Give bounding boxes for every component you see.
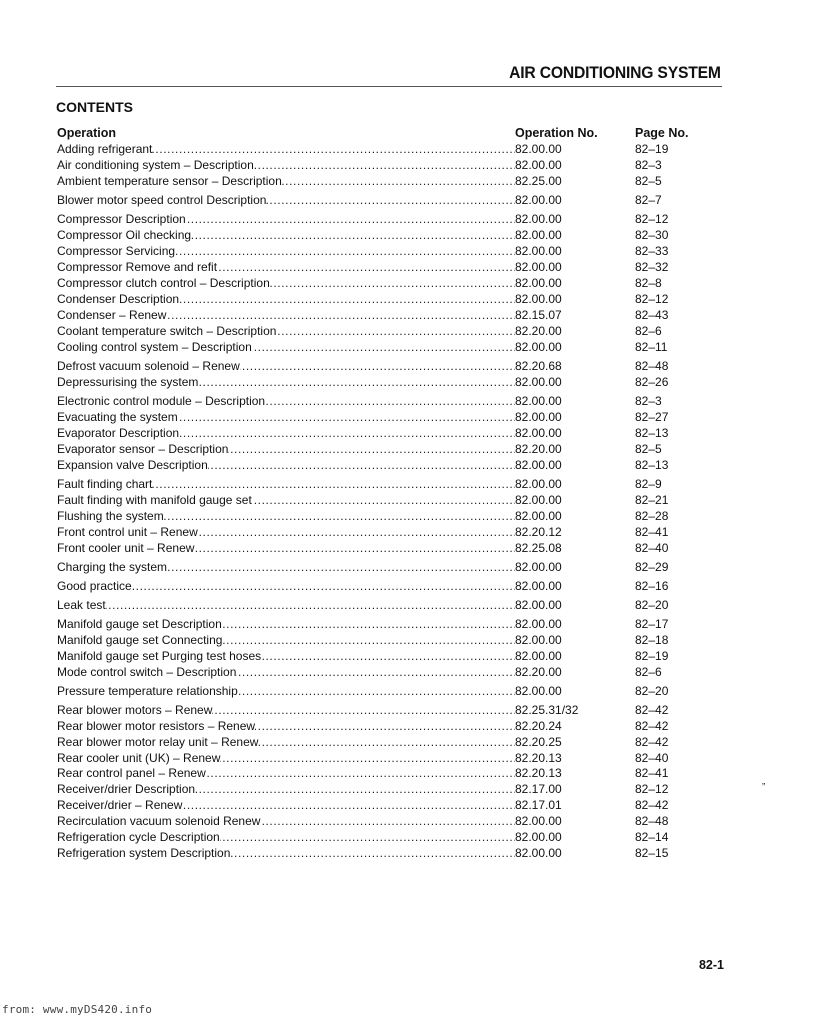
toc-entry-leader [57,735,515,750]
toc-entry-leader [57,493,515,508]
toc-page-no: 82–42 [635,703,669,717]
toc-operation-no: 82.20.00 [515,442,562,456]
toc-operation: Manifold gauge set Purging test hoses [57,649,262,663]
toc-operation-no: 82.00.00 [515,228,562,242]
toc-entry-leader [57,719,515,734]
speck-mark: ” [762,782,766,793]
toc-operation: Blower motor speed control Description [57,193,267,207]
toc-operation: Evaporator sensor – Description [57,442,229,456]
toc-operation-no: 82.20.25 [515,735,562,749]
toc-page-no: 82–8 [635,276,662,290]
toc-page-no: 82–28 [635,509,669,523]
toc-entry-leader [57,228,515,243]
toc-entry-leader [57,308,515,323]
toc-operation: Condenser – Renew [57,308,167,322]
toc-operation: Rear blower motor relay unit – Renew [57,735,259,749]
toc-page-no: 82–13 [635,426,669,440]
toc-operation: Refrigeration cycle Description [57,830,220,844]
toc-operation: Evaporator Description [57,426,180,440]
column-header-operation: Operation [57,126,117,140]
contents-title: CONTENTS [56,99,133,115]
toc-page-no: 82–29 [635,560,669,574]
toc-operation-no: 82.00.00 [515,426,562,440]
toc-operation: Mode control switch – Description [57,665,237,679]
page-number: 82-1 [698,958,724,972]
toc-operation-no: 82.00.00 [515,493,562,507]
toc-page-no: 82–41 [635,525,669,539]
toc-operation: Ambient temperature sensor – Description [57,174,282,188]
toc-entry-leader [57,394,515,409]
toc-operation-no: 82.00.00 [515,509,562,523]
toc-entry-leader [57,442,515,457]
toc-operation-no: 82.00.00 [515,410,562,424]
toc-operation-no: 82.20.00 [515,324,562,338]
toc-entry-leader [57,142,515,157]
toc-operation: Compressor Servicing [57,244,176,258]
toc-operation: Evacuating the system [57,410,178,424]
toc-entry-leader [57,477,515,492]
toc-page-no: 82–40 [635,541,669,555]
toc-page-no: 82–6 [635,665,662,679]
toc-operation-no: 82.00.00 [515,340,562,354]
toc-entry-leader [57,579,515,594]
toc-operation: Receiver/drier – Renew [57,798,183,812]
toc-entry-leader [57,560,515,575]
toc-page-no: 82–14 [635,830,669,844]
toc-operation-no: 82.20.68 [515,359,562,373]
toc-page-no: 82–42 [635,798,669,812]
toc-operation-no: 82.00.00 [515,617,562,631]
toc-operation: Rear control panel – Renew [57,766,206,780]
toc-page-no: 82–48 [635,814,669,828]
toc-operation-no: 82.00.00 [515,375,562,389]
toc-page-no: 82–11 [635,340,668,354]
toc-page-no: 82–32 [635,260,669,274]
toc-entry-leader [57,766,515,781]
toc-entry-leader [57,292,515,307]
toc-operation-no: 82.00.00 [515,142,562,156]
toc-entry-leader [57,598,515,613]
header-title: AIR CONDITIONING SYSTEM [509,64,721,82]
toc-entry-leader [57,340,515,355]
toc-entry-leader [57,212,515,227]
toc-entry-leader [57,751,515,766]
toc-operation: Pressure temperature relationship [57,684,238,698]
toc-operation: Manifold gauge set Description [57,617,222,631]
toc-page-no: 82–15 [635,846,669,860]
toc-page-no: 82–42 [635,719,669,733]
toc-operation-no: 82.00.00 [515,633,562,647]
toc-page-no: 82–33 [635,244,669,258]
toc-page-no: 82–17 [635,617,669,631]
toc-operation-no: 82.00.00 [515,276,562,290]
toc-page-no: 82–19 [635,142,669,156]
toc-operation: Electronic control module – Description [57,394,266,408]
toc-operation: Rear cooler unit (UK) – Renew [57,751,221,765]
toc-page-no: 82–9 [635,477,662,491]
toc-entry-leader [57,359,515,374]
toc-operation: Good practice [57,579,132,593]
toc-page-no: 82–5 [635,174,662,188]
toc-operation: Recirculation vacuum solenoid Renew [57,814,261,828]
toc-operation-no: 82.00.00 [515,598,562,612]
toc-entry-leader [57,244,515,259]
toc-operation: Refrigeration system Description [57,846,231,860]
toc-entry-leader [57,846,515,861]
toc-page-no: 82–7 [635,193,662,207]
toc-entry-leader [57,458,515,473]
toc-operation-no: 82.00.00 [515,260,562,274]
toc-operation-no: 82.00.00 [515,684,562,698]
column-header-page-no: Page No. [635,126,689,140]
toc-entry-leader [57,649,515,664]
toc-operation: Receiver/drier Description [57,782,196,796]
toc-operation-no: 82.20.24 [515,719,562,733]
toc-page-no: 82–3 [635,394,662,408]
toc-entry-leader [57,830,515,845]
toc-operation: Front control unit – Renew [57,525,198,539]
toc-operation-no: 82.00.00 [515,212,562,226]
toc-operation: Compressor Oil checking [57,228,192,242]
toc-operation: Front cooler unit – Renew [57,541,195,555]
toc-entry-leader [57,375,515,390]
toc-page-no: 82–27 [635,410,669,424]
toc-operation: Charging the system [57,560,168,574]
toc-operation-no: 82.00.00 [515,830,562,844]
toc-entry-leader [57,617,515,632]
toc-page-no: 82–41 [635,766,669,780]
header-rule [56,86,722,87]
toc-entry-leader [57,174,515,189]
toc-page-no: 82–19 [635,649,669,663]
toc-operation: Rear blower motor resistors – Renew [57,719,256,733]
toc-operation-no: 82.00.00 [515,814,562,828]
watermark: from: www.myDS420.info [2,1003,153,1016]
toc-entry-leader [57,410,515,425]
toc-operation: Fault finding with manifold gauge set [57,493,252,507]
toc-operation: Flushing the system [57,509,164,523]
toc-operation-no: 82.00.00 [515,846,562,860]
toc-entry-leader [57,193,515,208]
toc-operation-no: 82.25.31/32 [515,703,579,717]
toc-operation-no: 82.17.01 [515,798,562,812]
toc-operation-no: 82.25.08 [515,541,562,555]
toc-page-no: 82–16 [635,579,669,593]
toc-operation: Depressurising the system [57,375,199,389]
toc-entry-leader [57,814,515,829]
toc-operation-no: 82.00.00 [515,579,562,593]
toc-operation-no: 82.00.00 [515,649,562,663]
toc-page-no: 82–18 [635,633,669,647]
toc-operation: Air conditioning system – Description [57,158,254,172]
toc-page-no: 82–3 [635,158,662,172]
toc-page-no: 82–43 [635,308,669,322]
toc-operation-no: 82.20.13 [515,751,562,765]
toc-entry-leader [57,798,515,813]
toc-operation-no: 82.00.00 [515,458,562,472]
toc-page-no: 82–13 [635,458,669,472]
toc-entry-leader [57,324,515,339]
toc-operation: Rear blower motors – Renew [57,703,213,717]
toc-page-no: 82–12 [635,212,669,226]
toc-operation: Compressor Remove and refit [57,260,218,274]
toc-page-no: 82–5 [635,442,662,456]
toc-operation-no: 82.00.00 [515,560,562,574]
toc-operation: Condenser Description [57,292,180,306]
toc-operation: Expansion valve Description [57,458,208,472]
toc-entry-leader [57,665,515,680]
toc-entry-leader [57,525,515,540]
toc-operation: Cooling control system – Description [57,340,252,354]
toc-operation-no: 82.00.00 [515,158,562,172]
toc-page-no: 82–48 [635,359,669,373]
toc-entry-leader [57,509,515,524]
toc-operation: Leak test [57,598,106,612]
toc-page-no: 82–6 [635,324,662,338]
toc-page-no: 82–21 [635,493,669,507]
toc-operation-no: 82.20.12 [515,525,562,539]
toc-entry-leader [57,426,515,441]
toc-entry-leader [57,703,515,718]
toc-operation: Fault finding chart [57,477,153,491]
column-header-operation-no: Operation No. [515,126,598,140]
toc-operation: Defrost vacuum solenoid – Renew [57,359,240,373]
toc-page-no: 82–42 [635,735,669,749]
toc-page-no: 82–20 [635,598,669,612]
toc-operation: Adding refrigerant [57,142,153,156]
toc-entry-leader [57,276,515,291]
toc-page-no: 82–12 [635,782,669,796]
toc-operation: Coolant temperature switch – Description [57,324,277,338]
toc-page-no: 82–20 [635,684,669,698]
toc-operation-no: 82.00.00 [515,193,562,207]
toc-operation-no: 82.00.00 [515,292,562,306]
toc-entry-leader [57,158,515,173]
toc-operation-no: 82.20.00 [515,665,562,679]
toc-operation-no: 82.25.00 [515,174,562,188]
toc-page-no: 82–12 [635,292,669,306]
toc-operation-no: 82.20.13 [515,766,562,780]
toc-entry-leader [57,633,515,648]
toc-entry-leader [57,260,515,275]
toc-operation-no: 82.00.00 [515,477,562,491]
toc-operation: Manifold gauge set Connecting [57,633,223,647]
toc-operation-no: 82.17.00 [515,782,562,796]
toc-entry-leader [57,541,515,556]
toc-page-no: 82–40 [635,751,669,765]
toc-operation-no: 82.00.00 [515,244,562,258]
toc-entry-leader [57,782,515,797]
toc-page-no: 82–26 [635,375,669,389]
toc-page-no: 82–30 [635,228,669,242]
toc-operation-no: 82.15.07 [515,308,562,322]
toc-operation: Compressor clutch control – Description [57,276,270,290]
toc-operation: Compressor Description [57,212,186,226]
toc-entry-leader [57,684,515,699]
toc-operation-no: 82.00.00 [515,394,562,408]
